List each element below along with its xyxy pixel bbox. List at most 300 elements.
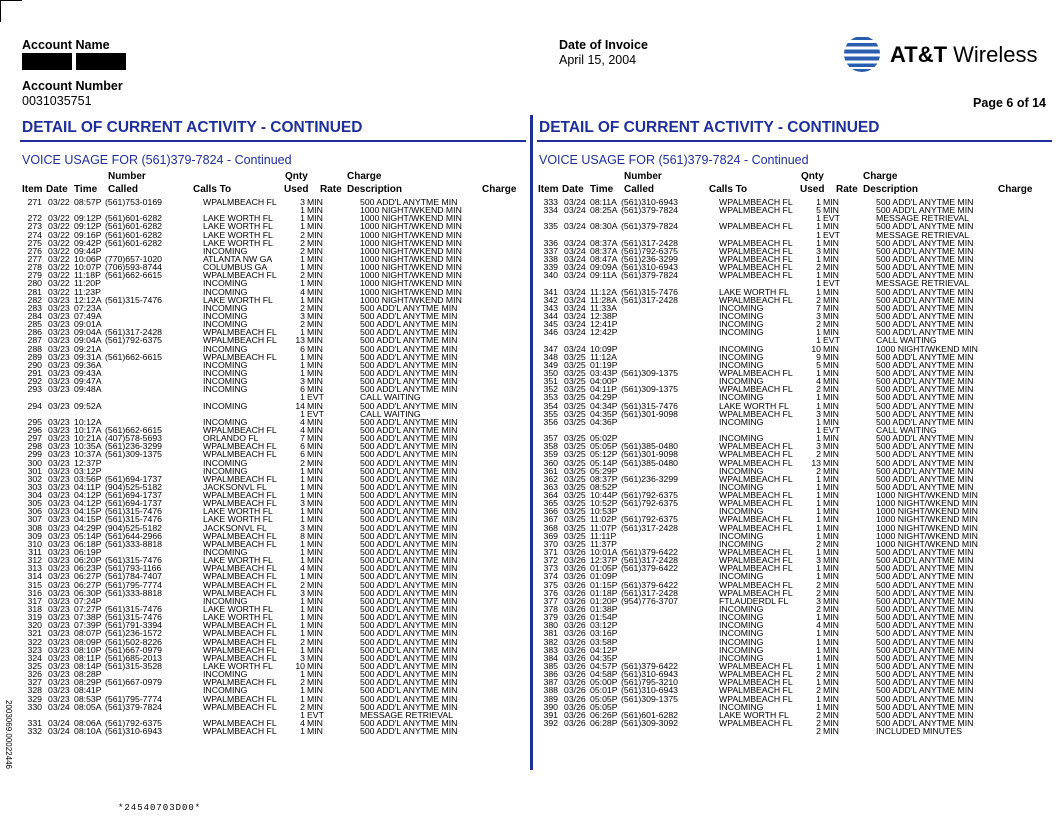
cell-called: (561)694-1737 — [105, 490, 162, 501]
cell-description: CALL WAITING — [876, 335, 937, 346]
cell-time: 11:28A — [590, 294, 617, 305]
cell-unit: MIN — [307, 213, 323, 224]
cell-description: MESSAGE RETRIEVAL — [876, 278, 970, 289]
col-qnty: Qnty — [801, 171, 824, 182]
cell-time: 07:24P — [74, 595, 102, 606]
cell-description: 500 ADD'L ANYTME MIN — [360, 661, 458, 672]
cell-unit: MIN — [823, 343, 839, 354]
cell-description: 500 ADD'L ANYTME MIN — [876, 563, 974, 574]
cell-item: 330 — [27, 701, 42, 712]
cell-date: 03/26 — [564, 563, 586, 574]
cell-qty: 2 — [300, 229, 305, 240]
cell-date: 03/23 — [48, 636, 70, 647]
cell-calls-to: INCOMING — [203, 278, 248, 289]
cell-calls-to: LAKE WORTH FL — [203, 506, 273, 517]
cell-calls-to: WPALMBEACH FL — [203, 636, 277, 647]
cell-calls-to: WPALMBEACH FL — [719, 555, 793, 566]
cell-called: (561)315-7476 — [105, 555, 162, 566]
cell-date: 03/22 — [48, 270, 70, 281]
cell-unit: MIN — [307, 677, 323, 688]
cell-qty: 1 — [816, 628, 821, 639]
cell-calls-to: WPALMBEACH FL — [203, 197, 277, 207]
cell-qty: 1 — [816, 473, 821, 484]
cell-unit: MIN — [307, 376, 323, 387]
cell-description: 500 ADD'L ANYTME MIN — [360, 547, 458, 558]
cell-qty: 6 — [300, 441, 305, 452]
cell-time: 09:16P — [74, 229, 102, 240]
cell-description: 500 ADD'L ANYTME MIN — [360, 351, 458, 362]
col-rate: Rate — [836, 184, 858, 195]
cell-description: 1000 NIGHT/WKEND MIN — [876, 498, 978, 509]
cell-unit: MIN — [307, 538, 323, 549]
cell-description: 500 ADD'L ANYTME MIN — [360, 636, 458, 647]
cell-date: 03/24 — [564, 253, 586, 264]
cell-time: 05:05P — [590, 701, 618, 712]
cell-description: 500 ADD'L ANYTME MIN — [360, 319, 458, 330]
cell-item: 352 — [543, 384, 558, 395]
cell-called: (561)379-7824 — [105, 701, 162, 712]
cell-qty: 1 — [816, 661, 821, 672]
cell-unit: MIN — [307, 718, 323, 728]
cell-date: 03/26 — [564, 701, 586, 712]
cell-date: 03/23 — [48, 351, 70, 362]
cell-qty: 13 — [811, 457, 821, 468]
cell-description: 1000 NIGHT/WKEND MIN — [876, 343, 978, 354]
cell-item: 287 — [27, 335, 42, 346]
cell-called: (561)310-6943 — [621, 669, 678, 680]
cell-calls-to: WPALMBEACH FL — [203, 652, 277, 663]
cell-qty: 3 — [300, 652, 305, 663]
cell-date: 03/25 — [564, 457, 586, 468]
voice-usage-title-left: VOICE USAGE FOR (561)379-7824 - Continued — [22, 153, 292, 167]
cell-unit: MIN — [307, 661, 323, 672]
cell-calls-to: INCOMING — [203, 376, 248, 387]
cell-called: (770)657-1020 — [105, 253, 162, 264]
cell-time: 04:29P — [74, 522, 102, 533]
cell-unit: MIN — [307, 628, 323, 639]
cell-time: 03:12P — [590, 620, 618, 631]
cell-date: 03/23 — [48, 294, 70, 305]
cell-item: 302 — [27, 473, 42, 484]
cell-item: 312 — [27, 555, 42, 566]
cell-item: 381 — [543, 628, 558, 639]
cell-qty: 1 — [300, 367, 305, 378]
cell-description: 500 ADD'L ANYTME MIN — [876, 669, 974, 680]
cell-item: 340 — [543, 270, 558, 281]
cell-item: 355 — [543, 408, 558, 419]
cell-unit: MIN — [307, 726, 323, 737]
cell-unit: MIN — [823, 262, 839, 273]
cell-description: 500 ADD'L ANYTME MIN — [876, 286, 974, 297]
cell-item: 388 — [543, 685, 558, 696]
cell-called: (561)301-9098 — [621, 449, 678, 460]
cell-qty: 6 — [300, 449, 305, 460]
cell-date: 03/23 — [48, 441, 70, 452]
account-number: 0031035751 — [22, 94, 92, 108]
cell-item: 333 — [543, 197, 558, 207]
cell-qty: 1 — [300, 628, 305, 639]
cell-calls-to: WPALMBEACH FL — [719, 718, 793, 728]
cell-calls-to: INCOMING — [719, 343, 764, 354]
cell-date: 03/26 — [564, 579, 586, 590]
cell-called: (561)236-3299 — [621, 253, 678, 264]
cell-description: 500 ADD'L ANYTME MIN — [360, 595, 458, 606]
cell-unit: MIN — [823, 302, 839, 313]
cell-date: 03/23 — [48, 457, 70, 468]
cell-called: (706)593-8744 — [105, 262, 162, 273]
cell-unit: MIN — [823, 367, 839, 378]
cell-item: 329 — [27, 693, 42, 704]
cell-qty: 1 — [816, 490, 821, 501]
cell-time: 08:05A — [74, 701, 102, 712]
cell-date: 03/26 — [564, 636, 586, 647]
cell-calls-to: INCOMING — [719, 620, 764, 631]
cell-time: 05:01P — [590, 685, 618, 696]
cell-item: 364 — [543, 490, 558, 501]
cell-calls-to: LAKE WORTH FL — [203, 221, 273, 232]
cell-time: 10:37A — [74, 449, 102, 460]
cell-calls-to: WPALMBEACH FL — [203, 327, 277, 338]
cell-time: 04:15P — [74, 514, 102, 525]
cell-qty: 2 — [816, 262, 821, 273]
cell-called: (561)309-1375 — [621, 384, 678, 395]
cell-called: (561)309-1375 — [621, 693, 678, 704]
cell-description: 500 ADD'L ANYTME MIN — [360, 490, 458, 501]
cell-description: 500 ADD'L ANYTME MIN — [360, 327, 458, 338]
cell-time: 07:39P — [74, 620, 102, 631]
cell-called: (561)379-7824 — [621, 221, 678, 232]
cell-description: 500 ADD'L ANYTME MIN — [360, 514, 458, 525]
cell-date: 03/26 — [564, 620, 586, 631]
cell-unit: MIN — [307, 506, 323, 517]
cell-qty: 2 — [816, 604, 821, 615]
cell-unit: MIN — [823, 376, 839, 387]
cell-date: 03/23 — [48, 416, 70, 427]
cell-date: 03/26 — [564, 677, 586, 688]
cell-item: 319 — [27, 612, 42, 623]
cell-calls-to: WPALMBEACH FL — [719, 579, 793, 590]
cell-qty: 1 — [816, 636, 821, 647]
cell-description: 500 ADD'L ANYTME MIN — [876, 245, 974, 256]
cell-qty: 2 — [300, 636, 305, 647]
cell-calls-to: WPALMBEACH FL — [203, 644, 277, 655]
cell-calls-to: INCOMING — [203, 245, 248, 256]
cell-unit: MIN — [823, 547, 839, 558]
col-item: Item — [538, 184, 559, 195]
cell-unit: MIN — [823, 701, 839, 712]
cell-called: (561)667-0979 — [105, 677, 162, 688]
cell-called: (561)309-1375 — [105, 449, 162, 460]
cell-time: 08:06A — [74, 718, 102, 728]
cell-description: 500 ADD'L ANYTME MIN — [360, 693, 458, 704]
cell-item: 376 — [543, 587, 558, 598]
cell-unit: MIN — [307, 465, 323, 476]
cell-calls-to: WPALMBEACH FL — [719, 253, 793, 264]
cell-time: 04:57P — [590, 661, 618, 672]
cell-date: 03/25 — [564, 506, 586, 517]
cell-date: 03/26 — [564, 718, 586, 728]
cell-time: 06:30P — [74, 587, 102, 598]
cell-qty: 1 — [300, 506, 305, 517]
cell-item: 328 — [27, 685, 42, 696]
cell-qty: 3 — [816, 441, 821, 452]
cell-qty: 3 — [300, 310, 305, 321]
cell-calls-to: INCOMING — [719, 465, 764, 476]
cell-qty: 1 — [300, 595, 305, 606]
cell-calls-to: WPALMBEACH FL — [203, 441, 277, 452]
cell-calls-to: INCOMING — [719, 359, 764, 370]
cell-called: (904)525-5182 — [105, 481, 162, 492]
att-globe-icon — [842, 34, 882, 74]
cell-date: 03/26 — [564, 571, 586, 582]
cell-calls-to: INCOMING — [719, 538, 764, 549]
cell-called: (561)379-7824 — [621, 270, 678, 281]
col-number: Number — [624, 171, 662, 182]
cell-unit: MIN — [823, 490, 839, 501]
cell-unit: MIN — [823, 604, 839, 615]
cell-qty: 1 — [816, 213, 821, 224]
cell-date: 03/23 — [48, 514, 70, 525]
cell-unit: MIN — [307, 685, 323, 696]
cell-time: 09:48A — [74, 384, 102, 395]
cell-qty: 2 — [300, 677, 305, 688]
cell-time: 10:09P — [590, 343, 618, 354]
cell-time: 07:38P — [74, 612, 102, 623]
cell-item: 281 — [27, 286, 42, 297]
cell-called: (561)317-2428 — [621, 237, 678, 248]
cell-called: (561)601-6282 — [105, 213, 162, 224]
cell-item: 339 — [543, 262, 558, 273]
cell-description: 500 ADD'L ANYTME MIN — [876, 441, 974, 452]
cell-calls-to: WPALMBEACH FL — [203, 677, 277, 688]
cell-item: 377 — [543, 595, 558, 606]
cell-date: 03/23 — [48, 612, 70, 623]
cell-calls-to: WPALMBEACH FL — [719, 245, 793, 256]
col-date: Date — [46, 184, 68, 195]
cell-date: 03/23 — [48, 530, 70, 541]
cell-qty: 1 — [816, 506, 821, 517]
cell-calls-to: INCOMING — [719, 612, 764, 623]
cell-qty: 1 — [300, 709, 305, 720]
cell-description: 500 ADD'L ANYTME MIN — [360, 416, 458, 427]
cell-description: 500 ADD'L ANYTME MIN — [876, 661, 974, 672]
cell-description: 500 ADD'L ANYTME MIN — [876, 628, 974, 639]
cell-qty: 1 — [816, 571, 821, 582]
invoice-date-label: Date of Invoice — [559, 38, 648, 52]
cell-item: 348 — [543, 351, 558, 362]
cell-item: 392 — [543, 718, 558, 728]
col-calls-to: Calls To — [709, 184, 748, 195]
cell-description: 500 ADD'L ANYTME MIN — [876, 392, 974, 403]
cell-description: 500 ADD'L ANYTME MIN — [360, 481, 458, 492]
cell-calls-to: WPALMBEACH FL — [719, 490, 793, 501]
cell-qty: 1 — [300, 481, 305, 492]
cell-calls-to: INCOMING — [719, 392, 764, 403]
cell-item: 285 — [27, 319, 42, 330]
cell-qty: 4 — [300, 286, 305, 297]
cell-unit: MIN — [823, 351, 839, 362]
cell-time: 08:30A — [590, 221, 618, 232]
cell-item: 350 — [543, 367, 558, 378]
cell-unit: EVT — [307, 709, 324, 720]
cell-date: 03/24 — [564, 197, 586, 207]
cell-unit: MIN — [307, 563, 323, 574]
cell-called: (561)236-1572 — [105, 628, 162, 639]
cell-calls-to: INCOMING — [203, 595, 248, 606]
cell-date: 03/25 — [564, 408, 586, 419]
cell-description: 500 ADD'L ANYTME MIN — [876, 709, 974, 720]
cell-unit: MIN — [823, 628, 839, 639]
cell-calls-to: INCOMING — [719, 701, 764, 712]
cell-unit: MIN — [307, 197, 323, 207]
cell-time: 10:06P — [74, 253, 102, 264]
cell-description: 500 ADD'L ANYTME MIN — [360, 473, 458, 484]
cell-called: (954)776-3707 — [621, 595, 678, 606]
cell-qty: 10 — [295, 661, 305, 672]
cell-description: CALL WAITING — [876, 424, 937, 435]
cell-called: (561)385-0480 — [621, 457, 678, 468]
cell-unit: MIN — [307, 302, 323, 313]
cell-unit: MIN — [823, 433, 839, 444]
cell-qty: 1 — [816, 229, 821, 240]
cell-unit: MIN — [823, 718, 839, 728]
cell-time: 09:09A — [590, 262, 618, 273]
cell-calls-to: WPALMBEACH FL — [203, 351, 277, 362]
cell-date: 03/23 — [48, 538, 70, 549]
cell-date: 03/25 — [564, 384, 586, 395]
cell-calls-to: WPALMBEACH FL — [719, 205, 793, 216]
cell-qty: 1 — [300, 253, 305, 264]
cell-time: 05:02P — [590, 433, 618, 444]
cell-description: 500 ADD'L ANYTME MIN — [876, 408, 974, 419]
cell-item: 317 — [27, 595, 42, 606]
cell-date: 03/25 — [564, 376, 586, 387]
cell-qty: 2 — [816, 319, 821, 330]
cell-called: (561)379-6422 — [621, 547, 678, 558]
cell-description: 1000 NIGHT/WKEND MIN — [876, 506, 978, 517]
cell-item: 320 — [27, 620, 42, 631]
cell-called: (561)310-6943 — [621, 262, 678, 273]
cell-qty: 5 — [816, 359, 821, 370]
cell-qty: 1 — [816, 693, 821, 704]
cell-called: (561)795-7774 — [105, 579, 162, 590]
invoice-date: April 15, 2004 — [559, 53, 637, 67]
cell-time: 05:00P — [590, 677, 618, 688]
att-wireless-logo — [842, 34, 1052, 74]
cell-date: 03/23 — [48, 669, 70, 680]
cell-calls-to: INCOMING — [719, 644, 764, 655]
cell-time: 03:58P — [590, 636, 618, 647]
cell-calls-to: WPALMBEACH FL — [719, 473, 793, 484]
cell-item: 349 — [543, 359, 558, 370]
cell-called: (561)315-3528 — [105, 661, 162, 672]
col-calls-to: Calls To — [193, 184, 232, 195]
cell-description: 500 ADD'L ANYTME MIN — [360, 465, 458, 476]
cell-unit: MIN — [307, 205, 323, 216]
cell-calls-to: WPALMBEACH FL — [203, 579, 277, 590]
cell-qty: 2 — [816, 726, 821, 737]
cell-item: 378 — [543, 604, 558, 615]
cell-called: (561)662-6615 — [105, 270, 162, 281]
cell-unit: EVT — [307, 392, 324, 403]
cell-calls-to: INCOMING — [203, 457, 248, 468]
cell-unit: MIN — [307, 595, 323, 606]
redaction-block — [22, 53, 72, 70]
cell-called: (561)792-6375 — [621, 514, 678, 525]
cell-date: 03/23 — [48, 319, 70, 330]
cell-date: 03/25 — [564, 490, 586, 501]
cell-qty: 1 — [816, 327, 821, 338]
cell-date: 03/25 — [564, 416, 586, 427]
cell-calls-to: WPALMBEACH FL — [719, 661, 793, 672]
cell-qty: 1 — [816, 237, 821, 248]
cell-qty: 5 — [816, 205, 821, 216]
cell-description: 500 ADD'L ANYTME MIN — [360, 343, 458, 354]
cell-date: 03/23 — [48, 490, 70, 501]
cell-date: 03/25 — [564, 465, 586, 476]
cell-time: 12:41P — [590, 319, 618, 330]
cell-date: 03/23 — [48, 424, 70, 435]
cell-date: 03/25 — [564, 441, 586, 452]
cell-time: 08:37P — [590, 473, 618, 484]
cell-item: 299 — [27, 449, 42, 460]
cell-description: 500 ADD'L ANYTME MIN — [876, 237, 974, 248]
cell-description: 500 ADD'L ANYTME MIN — [360, 384, 458, 395]
cell-calls-to: LAKE WORTH FL — [203, 514, 273, 525]
cell-date: 03/22 — [48, 221, 70, 232]
cell-date: 03/26 — [564, 604, 586, 615]
cell-time: 05:12P — [590, 449, 618, 460]
cell-item: 341 — [543, 286, 558, 297]
cell-description: 500 ADD'L ANYTME MIN — [360, 441, 458, 452]
cell-time: 09:11A — [590, 270, 617, 281]
cell-description: 500 ADD'L ANYTME MIN — [360, 506, 458, 517]
cell-description: 500 ADD'L ANYTME MIN — [876, 620, 974, 631]
cell-unit: MIN — [307, 359, 323, 370]
cell-unit: MIN — [307, 693, 323, 704]
cell-item: 303 — [27, 481, 42, 492]
col-date: Date — [562, 184, 584, 195]
cell-called: (561)317-2428 — [621, 294, 678, 305]
cell-time: 03:43P — [590, 367, 618, 378]
cell-unit: MIN — [823, 359, 839, 370]
cell-calls-to: FTLAUDERDL FL — [719, 595, 789, 606]
cell-description: 500 ADD'L ANYTME MIN — [876, 384, 974, 395]
cell-called: (561)317-2428 — [621, 555, 678, 566]
cell-calls-to: INCOMING — [719, 416, 764, 427]
cell-qty: 8 — [300, 530, 305, 541]
cell-calls-to: INCOMING — [203, 465, 248, 476]
cell-called: (561)601-6282 — [105, 237, 162, 248]
cell-description: 500 ADD'L ANYTME MIN — [360, 620, 458, 631]
cell-item: 379 — [543, 612, 558, 623]
col-time: Time — [590, 184, 614, 195]
cell-item: 385 — [543, 661, 558, 672]
cell-item: 372 — [543, 555, 558, 566]
page-number: Page 6 of 14 — [973, 96, 1046, 110]
cell-qty: 1 — [816, 253, 821, 264]
cell-unit: MIN — [307, 416, 323, 427]
cell-date: 03/23 — [48, 661, 70, 672]
col-used: Used — [284, 184, 309, 195]
cell-unit: MIN — [307, 384, 323, 395]
cell-description: 500 ADD'L ANYTME MIN — [360, 522, 458, 533]
cell-time: 11:18P — [74, 270, 101, 281]
cell-called: (561)601-6282 — [105, 221, 162, 232]
cell-qty: 9 — [816, 351, 821, 362]
cell-unit: MIN — [307, 343, 323, 354]
cell-qty: 1 — [816, 612, 821, 623]
